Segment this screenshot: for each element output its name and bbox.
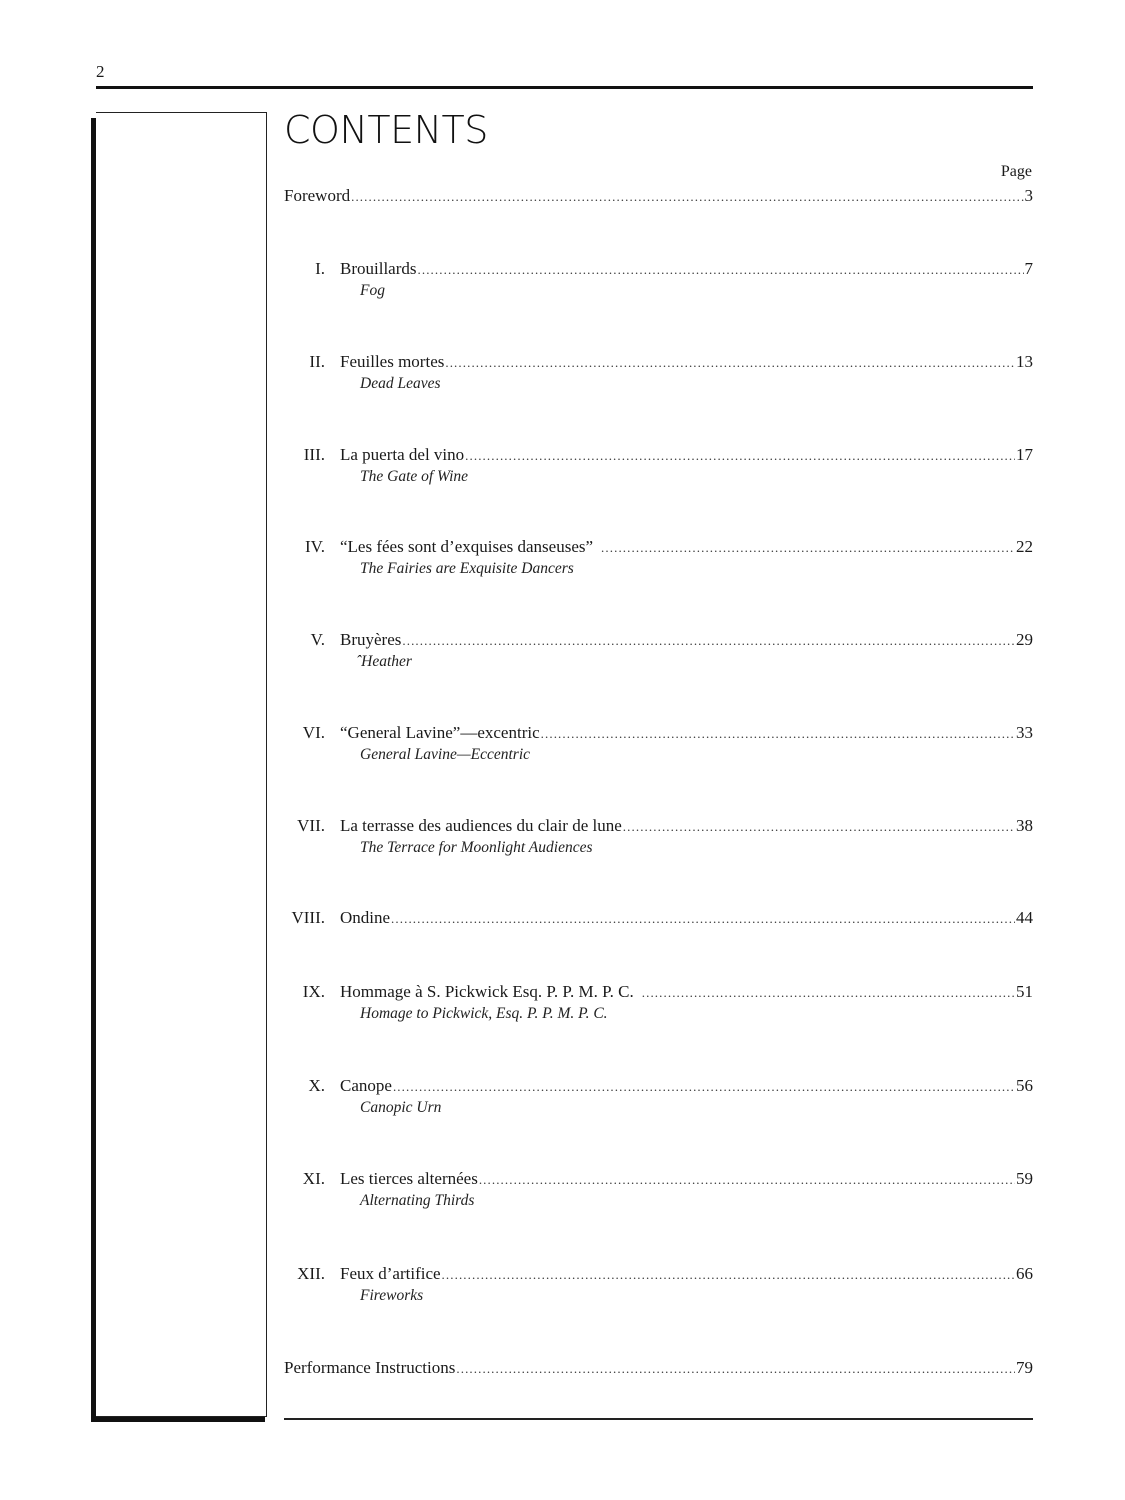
- toc-entry-foreword[interactable]: [284, 185, 1033, 208]
- toc-subtitle: Canopic Urn: [360, 1099, 442, 1116]
- toc-page: 51: [1016, 982, 1033, 1001]
- dot-leader: [601, 537, 1015, 559]
- toc-numeral: IX.: [302, 982, 325, 1001]
- toc-title: Ondine: [340, 908, 391, 927]
- toc-page: 33: [1016, 723, 1033, 742]
- toc-numeral: X.: [308, 1076, 325, 1095]
- toc-entry[interactable]: [284, 1075, 1033, 1118]
- toc-entry[interactable]: [284, 536, 1033, 579]
- toc-entry[interactable]: [284, 629, 1033, 672]
- dot-leader: [442, 1264, 1015, 1286]
- toc-numeral: III.: [303, 445, 325, 464]
- toc-page: 66: [1016, 1264, 1033, 1283]
- toc-title: “General Lavine”—excentric: [340, 723, 540, 742]
- toc-entry[interactable]: [284, 1263, 1033, 1306]
- dot-leader: [402, 630, 1015, 652]
- header-rule: [96, 86, 1033, 89]
- page-title: CONTENTS: [284, 108, 488, 152]
- dot-leader: [391, 908, 1015, 930]
- toc-page: 44: [1016, 908, 1033, 927]
- toc-page: 13: [1016, 352, 1033, 371]
- toc-numeral: IV.: [305, 537, 325, 556]
- toc-subtitle: The Gate of Wine: [360, 468, 469, 485]
- toc-numeral: VII.: [297, 816, 325, 835]
- toc-title: La terrasse des audiences du clair de lune: [340, 816, 622, 835]
- toc-page: 56: [1016, 1076, 1033, 1095]
- side-box: [96, 112, 267, 1417]
- toc-numeral: I.: [315, 259, 325, 278]
- dot-leader: [623, 816, 1015, 838]
- toc-title: Les tierces alternées: [340, 1169, 478, 1188]
- dot-leader: [479, 1169, 1015, 1191]
- toc-title: Bruyères: [340, 630, 402, 649]
- toc-entry[interactable]: [284, 351, 1033, 394]
- toc-numeral: V.: [310, 630, 325, 649]
- dot-leader: [445, 352, 1015, 374]
- toc-numeral: II.: [309, 352, 325, 371]
- toc-title: Canope: [340, 1076, 392, 1095]
- toc-title: Hommage à S. Pickwick Esq. P. P. M. P. C.: [340, 982, 634, 1001]
- toc-subtitle: Fog: [360, 282, 385, 299]
- toc-numeral: XII.: [297, 1264, 325, 1283]
- toc-subtitle: General Lavine—Eccentric: [360, 746, 531, 763]
- toc-numeral: VIII.: [291, 908, 325, 927]
- toc-title: La puerta del vino: [340, 445, 465, 464]
- toc-entry[interactable]: [284, 907, 1033, 930]
- toc-page: 79: [1016, 1358, 1033, 1377]
- toc-entry[interactable]: [284, 981, 1033, 1024]
- dot-leader: [418, 259, 1024, 281]
- toc-page: 59: [1016, 1169, 1033, 1188]
- dot-leader: [642, 982, 1015, 1004]
- dot-leader: [465, 445, 1015, 467]
- toc-subtitle: ˆHeather: [356, 653, 412, 670]
- toc-title: “Les fées sont d’exquises danseuses”: [340, 537, 594, 556]
- dot-leader: [393, 1076, 1015, 1098]
- toc-title: Performance Instructions: [284, 1358, 456, 1377]
- toc-subtitle: Alternating Thirds: [360, 1192, 475, 1209]
- toc-title: Feux d’artifice: [340, 1264, 441, 1283]
- toc-title: Foreword: [284, 186, 351, 205]
- toc-entry-performance-instructions[interactable]: [284, 1357, 1033, 1380]
- dot-leader: [456, 1358, 1015, 1380]
- page-column-label: Page: [1000, 163, 1032, 180]
- toc-subtitle: Fireworks: [360, 1287, 424, 1304]
- toc-subtitle: The Fairies are Exquisite Dancers: [360, 560, 574, 577]
- toc-subtitle: Dead Leaves: [360, 375, 441, 392]
- toc-page: 29: [1016, 630, 1033, 649]
- toc-page: 22: [1016, 537, 1033, 556]
- toc-page: 17: [1016, 445, 1033, 464]
- toc-entry[interactable]: [284, 815, 1033, 858]
- toc-entry[interactable]: [284, 1168, 1033, 1211]
- dot-leader: [351, 186, 1023, 208]
- bottom-rule: [284, 1418, 1033, 1420]
- toc-entry[interactable]: [284, 258, 1033, 301]
- toc-title: Brouillards: [340, 259, 417, 278]
- side-box-shadow-bottom: [91, 1417, 265, 1422]
- toc-numeral: VI.: [302, 723, 325, 742]
- toc-page: 7: [1024, 259, 1033, 278]
- toc-entry[interactable]: [284, 722, 1033, 765]
- toc-entry[interactable]: [284, 444, 1033, 487]
- toc-page: 3: [1024, 186, 1033, 205]
- toc-subtitle: Homage to Pickwick, Esq. P. P. M. P. C.: [360, 1005, 608, 1022]
- toc-subtitle: The Terrace for Moonlight Audiences: [360, 839, 593, 856]
- page-number: 2: [96, 62, 105, 81]
- dot-leader: [541, 723, 1015, 745]
- toc-title: Feuilles mortes: [340, 352, 445, 371]
- toc-page: 38: [1016, 816, 1033, 835]
- toc-numeral: XI.: [302, 1169, 325, 1188]
